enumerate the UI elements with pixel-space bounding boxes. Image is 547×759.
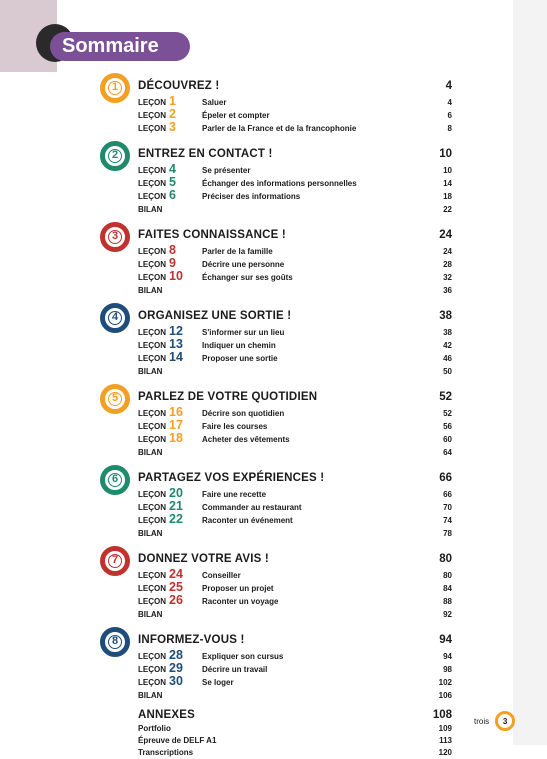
- lesson-label: [138, 676, 202, 689]
- lesson-label: [138, 271, 202, 284]
- annex-page: 109: [438, 724, 452, 733]
- unit-number: 7: [108, 554, 122, 568]
- unit-badge-icon: [100, 222, 130, 252]
- lesson-title: Préciser des informations: [202, 192, 301, 201]
- lesson-label: [138, 190, 202, 203]
- bilan-row[interactable]: [138, 689, 452, 702]
- lesson-word: LEÇON: [138, 597, 166, 606]
- lesson-word: LEÇON: [138, 422, 166, 431]
- lesson-number: 2: [169, 107, 176, 121]
- lesson-row[interactable]: [138, 122, 452, 135]
- lesson-word: LEÇON: [138, 111, 166, 120]
- lesson-page: 28: [443, 260, 452, 269]
- unit-badge-icon: [100, 627, 130, 657]
- lesson-row[interactable]: [138, 420, 452, 433]
- lesson-number: 25: [169, 580, 183, 594]
- lesson-page: 52: [443, 409, 452, 418]
- lesson-number: 5: [169, 175, 176, 189]
- lesson-row[interactable]: [138, 271, 452, 284]
- lesson-row[interactable]: [138, 164, 452, 177]
- page-title: Sommaire: [50, 32, 190, 61]
- unit-number: 4: [108, 311, 122, 325]
- lesson-row[interactable]: [138, 569, 452, 582]
- bilan-label: BILAN: [138, 691, 163, 700]
- lesson-page: 6: [447, 111, 452, 120]
- lesson-number: 10: [169, 269, 183, 283]
- lesson-title: Échanger sur ses goûts: [202, 273, 293, 282]
- lesson-title: Se loger: [202, 678, 234, 687]
- unit-section: [100, 222, 452, 297]
- lesson-page: 98: [443, 665, 452, 674]
- unit-number: 1: [108, 81, 122, 95]
- lesson-title: Proposer un projet: [202, 584, 274, 593]
- annex-page: 113: [439, 736, 452, 745]
- unit-page: 94: [439, 634, 452, 646]
- lesson-page: 18: [443, 192, 452, 201]
- unit-title: FAITES CONNAISSANCE !: [138, 229, 286, 241]
- lesson-page: 10: [443, 166, 452, 175]
- unit-badge-icon: [100, 546, 130, 576]
- annexes-heading[interactable]: [138, 708, 452, 723]
- lesson-word: LEÇON: [138, 98, 166, 107]
- lesson-number: 22: [169, 512, 183, 526]
- unit-heading[interactable]: [138, 303, 452, 326]
- bilan-row[interactable]: [138, 203, 452, 216]
- lesson-title: Raconter un voyage: [202, 597, 279, 606]
- unit-title: PARTAGEZ VOS EXPÉRIENCES !: [138, 472, 325, 484]
- lesson-page: 38: [443, 328, 452, 337]
- unit-title: INFORMEZ-VOUS !: [138, 634, 245, 646]
- unit-page: 66: [439, 472, 452, 484]
- page-edge: [513, 0, 547, 745]
- lesson-number: 6: [169, 188, 176, 202]
- annex-item[interactable]: [138, 723, 452, 735]
- bilan-row[interactable]: [138, 284, 452, 297]
- lesson-word: LEÇON: [138, 192, 166, 201]
- unit-heading[interactable]: [138, 73, 452, 96]
- lesson-label: [138, 352, 202, 365]
- unit-heading[interactable]: [138, 222, 452, 245]
- page-number-badge: [495, 711, 515, 731]
- annex-item[interactable]: [138, 735, 452, 747]
- lesson-row[interactable]: [138, 514, 452, 527]
- lesson-word: LEÇON: [138, 247, 166, 256]
- lesson-page: 102: [438, 678, 452, 687]
- lesson-row[interactable]: [138, 488, 452, 501]
- lesson-title: Faire les courses: [202, 422, 268, 431]
- unit-section: [100, 141, 452, 216]
- unit-badge-icon: [100, 73, 130, 103]
- lesson-row[interactable]: [138, 595, 452, 608]
- unit-badge-icon: [100, 303, 130, 333]
- annex-item[interactable]: [138, 747, 452, 759]
- unit-title: DÉCOUVREZ !: [138, 80, 220, 92]
- lesson-row[interactable]: [138, 96, 452, 109]
- lesson-title: Faire une recette: [202, 490, 267, 499]
- lesson-page: 46: [443, 354, 452, 363]
- unit-title: ORGANISEZ UNE SORTIE !: [138, 310, 292, 322]
- bilan-page: 22: [443, 205, 452, 214]
- bilan-row[interactable]: [138, 608, 452, 621]
- lesson-title: Décrire un travail: [202, 665, 268, 674]
- lesson-page: 24: [443, 247, 452, 256]
- lesson-word: LEÇON: [138, 166, 166, 175]
- lesson-row[interactable]: [138, 676, 452, 689]
- lesson-number: 29: [169, 661, 183, 675]
- lesson-row[interactable]: [138, 326, 452, 339]
- lesson-word: LEÇON: [138, 409, 166, 418]
- unit-page: 80: [439, 553, 452, 565]
- lesson-title: Saluer: [202, 98, 227, 107]
- unit-badge-icon: [100, 141, 130, 171]
- lesson-row[interactable]: [138, 650, 452, 663]
- lesson-page: 32: [443, 273, 452, 282]
- unit-heading[interactable]: [138, 384, 452, 407]
- lesson-title: Parler de la famille: [202, 247, 273, 256]
- annexes-title: ANNEXES: [138, 709, 195, 721]
- lesson-word: LEÇON: [138, 516, 166, 525]
- lesson-row[interactable]: [138, 663, 452, 676]
- bilan-label: BILAN: [138, 529, 163, 538]
- lesson-row[interactable]: [138, 582, 452, 595]
- bilan-row[interactable]: [138, 446, 452, 459]
- lesson-page: 80: [443, 571, 452, 580]
- lesson-word: LEÇON: [138, 503, 166, 512]
- bilan-page: 50: [443, 367, 452, 376]
- unit-heading[interactable]: [138, 627, 452, 650]
- lesson-page: 42: [443, 341, 452, 350]
- unit-section: [100, 627, 452, 702]
- lesson-title: Échanger des informations personnelles: [202, 179, 357, 188]
- lesson-title: Parler de la France et de la francophonie: [202, 124, 357, 133]
- lesson-word: LEÇON: [138, 652, 166, 661]
- bilan-label: BILAN: [138, 205, 163, 214]
- lesson-title: Proposer une sortie: [202, 354, 278, 363]
- lesson-word: LEÇON: [138, 124, 166, 133]
- lesson-row[interactable]: [138, 339, 452, 352]
- lesson-title: Épeler et compter: [202, 111, 270, 120]
- lesson-row[interactable]: [138, 407, 452, 420]
- lesson-number: 14: [169, 350, 183, 364]
- unit-title: ENTREZ EN CONTACT !: [138, 148, 273, 160]
- lesson-row[interactable]: [138, 109, 452, 122]
- unit-number: 5: [108, 392, 122, 406]
- unit-section: [100, 465, 452, 540]
- unit-page: 4: [445, 80, 452, 92]
- lesson-word: LEÇON: [138, 341, 166, 350]
- lesson-number: 13: [169, 337, 183, 351]
- lesson-number: 4: [169, 162, 176, 176]
- bilan-label: BILAN: [138, 367, 163, 376]
- unit-page: 38: [439, 310, 452, 322]
- lesson-number: 18: [169, 431, 183, 445]
- lesson-number: 28: [169, 648, 183, 662]
- lesson-title: Décrire une personne: [202, 260, 285, 269]
- lesson-label: [138, 514, 202, 527]
- unit-title: PARLEZ DE VOTRE QUOTIDIEN: [138, 391, 318, 403]
- unit-heading[interactable]: [138, 141, 452, 164]
- annex-page: 120: [438, 748, 452, 757]
- lesson-number: 1: [169, 94, 176, 108]
- lesson-number: 26: [169, 593, 183, 607]
- bilan-row[interactable]: [138, 527, 452, 540]
- lesson-number: 21: [169, 499, 183, 513]
- lesson-page: 84: [443, 584, 452, 593]
- lesson-label: [138, 433, 202, 446]
- lesson-row[interactable]: [138, 245, 452, 258]
- lesson-word: LEÇON: [138, 584, 166, 593]
- lesson-page: 60: [443, 435, 452, 444]
- lesson-word: LEÇON: [138, 328, 166, 337]
- lesson-word: LEÇON: [138, 354, 166, 363]
- unit-heading[interactable]: [138, 546, 452, 569]
- bilan-page: 64: [443, 448, 452, 457]
- lesson-number: 30: [169, 674, 183, 688]
- lesson-word: LEÇON: [138, 260, 166, 269]
- lesson-row[interactable]: [138, 190, 452, 203]
- lesson-word: LEÇON: [138, 179, 166, 188]
- lesson-number: 8: [169, 243, 176, 257]
- annexes-section: [100, 708, 452, 759]
- unit-number: 2: [108, 149, 122, 163]
- bilan-row[interactable]: [138, 365, 452, 378]
- unit-section: [100, 384, 452, 459]
- annex-title: Transcriptions: [138, 748, 194, 757]
- lesson-title: Commander au restaurant: [202, 503, 302, 512]
- lesson-row[interactable]: [138, 177, 452, 190]
- unit-number: 6: [108, 473, 122, 487]
- page-number: 3: [502, 716, 508, 726]
- lesson-title: Expliquer son cursus: [202, 652, 284, 661]
- lesson-page: 56: [443, 422, 452, 431]
- lesson-page: 4: [447, 98, 452, 107]
- bilan-page: 36: [443, 286, 452, 295]
- lesson-number: 24: [169, 567, 183, 581]
- bilan-label: BILAN: [138, 286, 163, 295]
- lesson-title: Indiquer un chemin: [202, 341, 276, 350]
- unit-page: 10: [439, 148, 452, 160]
- lesson-title: Conseiller: [202, 571, 241, 580]
- lesson-row[interactable]: [138, 433, 452, 446]
- lesson-page: 74: [443, 516, 452, 525]
- lesson-row[interactable]: [138, 352, 452, 365]
- lesson-page: 70: [443, 503, 452, 512]
- lesson-title: Se présenter: [202, 166, 251, 175]
- bilan-page: 92: [443, 610, 452, 619]
- lesson-label: [138, 595, 202, 608]
- bilan-label: BILAN: [138, 448, 163, 457]
- annex-title: Épreuve de DELF A1: [138, 736, 217, 745]
- lesson-title: Acheter des vêtements: [202, 435, 290, 444]
- lesson-page: 94: [443, 652, 452, 661]
- unit-heading[interactable]: [138, 465, 452, 488]
- lesson-word: LEÇON: [138, 490, 166, 499]
- lesson-word: LEÇON: [138, 435, 166, 444]
- unit-number: 8: [108, 635, 122, 649]
- lesson-page: 14: [443, 179, 452, 188]
- unit-section: [100, 546, 452, 621]
- unit-title: DONNEZ VOTRE AVIS !: [138, 553, 269, 565]
- lesson-word: LEÇON: [138, 273, 166, 282]
- lesson-number: 9: [169, 256, 176, 270]
- lesson-page: 66: [443, 490, 452, 499]
- lesson-title: S'informer sur un lieu: [202, 328, 285, 337]
- lesson-word: LEÇON: [138, 678, 166, 687]
- lesson-label: [138, 122, 202, 135]
- lesson-number: 3: [169, 120, 176, 134]
- page-number-word: trois: [474, 716, 490, 726]
- lesson-row[interactable]: [138, 501, 452, 514]
- lesson-page: 88: [443, 597, 452, 606]
- unit-page: 24: [439, 229, 452, 241]
- lesson-title: Décrire son quotidien: [202, 409, 285, 418]
- annex-title: Portfolio: [138, 724, 171, 733]
- unit-number: 3: [108, 230, 122, 244]
- page-footer: [474, 711, 515, 731]
- unit-section: [100, 303, 452, 378]
- lesson-number: 12: [169, 324, 183, 338]
- lesson-word: LEÇON: [138, 665, 166, 674]
- bilan-page: 78: [443, 529, 452, 538]
- annexes-page: 108: [432, 709, 452, 721]
- unit-page: 52: [439, 391, 452, 403]
- unit-section: [100, 73, 452, 135]
- lesson-number: 17: [169, 418, 183, 432]
- lesson-row[interactable]: [138, 258, 452, 271]
- bilan-page: 106: [438, 691, 452, 700]
- bilan-label: BILAN: [138, 610, 163, 619]
- unit-badge-icon: [100, 465, 130, 495]
- lesson-number: 16: [169, 405, 183, 419]
- unit-badge-icon: [100, 384, 130, 414]
- lesson-title: Raconter un événement: [202, 516, 293, 525]
- lesson-number: 20: [169, 486, 183, 500]
- lesson-word: LEÇON: [138, 571, 166, 580]
- table-of-contents: [100, 73, 452, 759]
- lesson-page: 8: [447, 124, 452, 133]
